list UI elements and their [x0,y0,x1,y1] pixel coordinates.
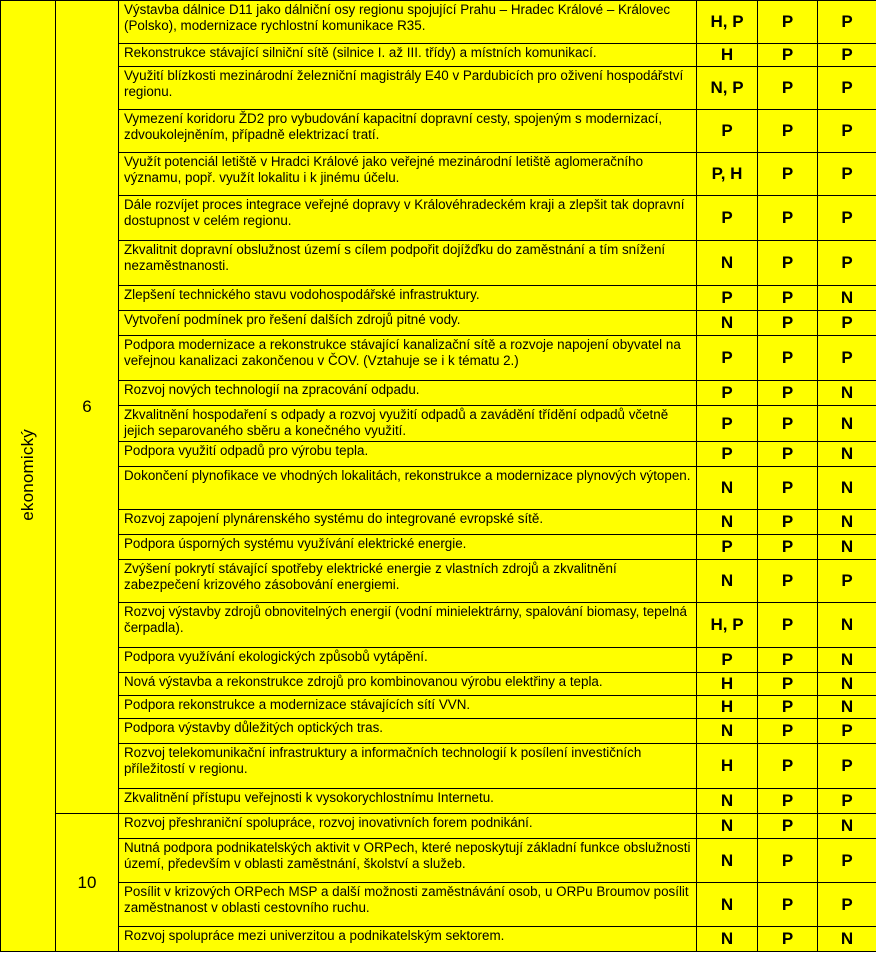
rating-col-1: P [697,381,758,406]
measure-text: Vytvoření podmínek pro řešení dalších zdrojů pitné vody. [119,311,697,336]
rating-col-1: N [697,510,758,535]
rating-col-1: N [697,241,758,286]
rating-col-1: N [697,467,758,510]
rating-col-3: N [818,673,876,696]
rating-col-2: P [758,603,818,648]
rating-col-1: N [697,311,758,336]
measure-text: Zkvalitnění hospodaření s odpady a rozvoj využití odpadů a zavádění třídění odpadů včetně jejich separovaného sběru a konečného využití. [119,406,697,442]
rating-col-3: N [818,286,876,311]
measure-text: Zkvalitnit dopravní obslužnost území s cílem podpořit dojížďku do zaměstnání a tím snížení nezaměstnanosti. [119,241,697,286]
rating-col-1: P, H [697,153,758,196]
rating-col-2: P [758,696,818,719]
table-row [1,153,876,196]
table-row [1,406,876,442]
rating-col-3: N [818,603,876,648]
rating-col-3: N [818,381,876,406]
rating-col-3: P [818,241,876,286]
rating-col-1: P [697,406,758,442]
table-row [1,744,876,789]
table-row [1,196,876,241]
rating-col-3: N [818,927,876,952]
rating-col-3: P [818,560,876,603]
rating-col-1: P [697,535,758,560]
table-row [1,44,876,67]
rating-col-3: P [818,744,876,789]
rating-col-3: P [818,110,876,153]
measure-text: Podpora využití odpadů pro výrobu tepla. [119,442,697,467]
measure-text: Posílit v krizových ORPech MSP a další možnosti zaměstnávání osob, u ORPu Broumov posílit zaměstnanost v oblasti cestovního ruchu. [119,883,697,927]
rating-col-2: P [758,153,818,196]
measure-text: Dokončení plynofikace ve vhodných lokalitách, rekonstrukce a modernizace plynových výtopen. [119,467,697,510]
rating-col-1: N [697,719,758,744]
table-row [1,814,876,839]
measure-text: Rozvoj nových technologií na zpracování odpadu. [119,381,697,406]
rating-col-3: P [818,336,876,381]
category-label: ekonomický [18,428,37,521]
rating-col-2: P [758,883,818,927]
group-number: 6 [56,1,119,814]
rating-col-2: P [758,467,818,510]
measure-text: Podpora úsporných systému využívání elektrické energie. [119,535,697,560]
measure-text: Rozvoj spolupráce mezi univerzitou a podnikatelským sektorem. [119,927,697,952]
rating-col-2: P [758,241,818,286]
rating-col-2: P [758,311,818,336]
table-row [1,719,876,744]
rating-col-2: P [758,744,818,789]
rating-col-2: P [758,927,818,952]
rating-col-2: P [758,67,818,110]
rating-col-3: N [818,535,876,560]
table-row [1,883,876,927]
measure-text: Nutná podpora podnikatelských aktivit v ORPech, které neposkytují základní funkce obslužnosti území, především v oblasti zaměstnání, školství a služeb. [119,839,697,883]
rating-col-1: H [697,673,758,696]
table-row [1,927,876,952]
rating-col-1: N [697,560,758,603]
rating-col-1: P [697,648,758,673]
rating-col-3: N [818,406,876,442]
rating-col-3: P [818,153,876,196]
rating-col-1: H [697,696,758,719]
measure-text: Podpora využívání ekologických způsobů vytápění. [119,648,697,673]
table-row [1,673,876,696]
rating-col-3: N [818,467,876,510]
table-row [1,67,876,110]
rating-col-1: H, P [697,603,758,648]
rating-col-3: N [818,696,876,719]
rating-col-2: P [758,560,818,603]
table-row [1,1,876,44]
table-row [1,839,876,883]
rating-col-3: P [818,839,876,883]
rating-col-1: N [697,927,758,952]
rating-col-2: P [758,44,818,67]
rating-col-1: P [697,196,758,241]
measure-text: Dále rozvíjet proces integrace veřejné dopravy v Královéhradeckém kraji a zlepšit tak dopravní dostupnost v celém regionu. [119,196,697,241]
table-row [1,311,876,336]
group-number: 10 [56,814,119,952]
measure-text: Využití blízkosti mezinárodní železniční magistrály E40 v Pardubicích pro oživení hospodářství regionu. [119,67,697,110]
table-row [1,467,876,510]
measure-text: Zvýšení pokrytí stávající spotřeby elektrické energie z vlastních zdrojů a zkvalitnění zabezpečení krizového zásobování energiemi. [119,560,697,603]
measure-text: Rekonstrukce stávající silniční sítě (silnice I. až III. třídy) a místních komunikací. [119,44,697,67]
table-row [1,286,876,311]
measure-text: Zlepšení technického stavu vodohospodářské infrastruktury. [119,286,697,311]
table-row [1,535,876,560]
table-row [1,241,876,286]
table-row [1,381,876,406]
table-row [1,789,876,814]
rating-col-2: P [758,814,818,839]
table-body [1,1,876,952]
measure-text: Zkvalitnění přístupu veřejnosti k vysokorychlostnímu Internetu. [119,789,697,814]
rating-col-2: P [758,535,818,560]
measure-text: Nová výstavba a rekonstrukce zdrojů pro kombinovanou výrobu elektřiny a tepla. [119,673,697,696]
measure-text: Rozvoj výstavby zdrojů obnovitelných energií (vodní minielektrárny, spalování biomasy, tepelná čerpadla). [119,603,697,648]
measure-text: Podpora modernizace a rekonstrukce stávající kanalizační sítě a rozvoje napojení obyvatel na veřejnou kanalizaci zakončenou v ČOV. (Vztahuje se i k tématu 2.) [119,336,697,381]
rating-col-1: N [697,789,758,814]
rating-col-2: P [758,381,818,406]
rating-col-2: P [758,510,818,535]
measure-text: Využít potenciál letiště v Hradci Králové jako veřejné mezinárodní letiště aglomeračního významu, popř. využít lokalitu i k jinému účelu. [119,153,697,196]
rating-col-3: P [818,1,876,44]
table-row [1,110,876,153]
rating-col-2: P [758,110,818,153]
rating-col-3: P [818,883,876,927]
rating-col-2: P [758,648,818,673]
measure-text: Rozvoj telekomunikační infrastruktury a informačních technologií k posílení investičních příležitostí v regionu. [119,744,697,789]
rating-col-1: N [697,883,758,927]
rating-col-3: P [818,67,876,110]
rating-col-2: P [758,719,818,744]
rating-col-2: P [758,839,818,883]
rating-col-1: P [697,442,758,467]
rating-col-1: N, P [697,67,758,110]
rating-col-3: P [818,311,876,336]
rating-col-2: P [758,442,818,467]
rating-col-3: P [818,789,876,814]
table-row [1,560,876,603]
rating-col-2: P [758,406,818,442]
measure-text: Podpora výstavby důležitých optických tras. [119,719,697,744]
rating-col-3: N [818,510,876,535]
measure-text: Výstavba dálnice D11 jako dálniční osy regionu spojující Prahu – Hradec Králové – Královec (Polsko), modernizace rychlostní komunikace R35. [119,1,697,44]
rating-col-1: H, P [697,1,758,44]
rating-col-2: P [758,789,818,814]
category-cell [1,1,56,952]
measure-text: Podpora rekonstrukce a modernizace stávajících sítí VVN. [119,696,697,719]
measure-text: Vymezení koridoru ŽD2 pro vybudování kapacitní dopravní cesty, spojeným s modernizací, zdvoukolejněním, případně elektrizací tratí. [119,110,697,153]
measure-text: Rozvoj zapojení plynárenského systému do integrované evropské sítě. [119,510,697,535]
rating-col-1: H [697,44,758,67]
rating-col-1: P [697,286,758,311]
table-row [1,442,876,467]
rating-col-1: H [697,744,758,789]
measure-text: Rozvoj přeshraniční spolupráce, rozvoj inovativních forem podnikání. [119,814,697,839]
table-row [1,696,876,719]
rating-col-1: N [697,839,758,883]
table-row [1,510,876,535]
rating-col-3: N [818,442,876,467]
rating-col-2: P [758,286,818,311]
rating-col-1: N [697,814,758,839]
table-row [1,603,876,648]
rating-col-1: P [697,110,758,153]
rating-col-1: P [697,336,758,381]
rating-col-3: P [818,44,876,67]
rating-col-2: P [758,196,818,241]
rating-col-3: N [818,648,876,673]
rating-col-2: P [758,336,818,381]
rating-col-2: P [758,673,818,696]
rating-col-3: P [818,719,876,744]
rating-col-3: P [818,196,876,241]
table-row [1,648,876,673]
table-row [1,336,876,381]
rating-col-2: P [758,1,818,44]
rating-col-3: N [818,814,876,839]
